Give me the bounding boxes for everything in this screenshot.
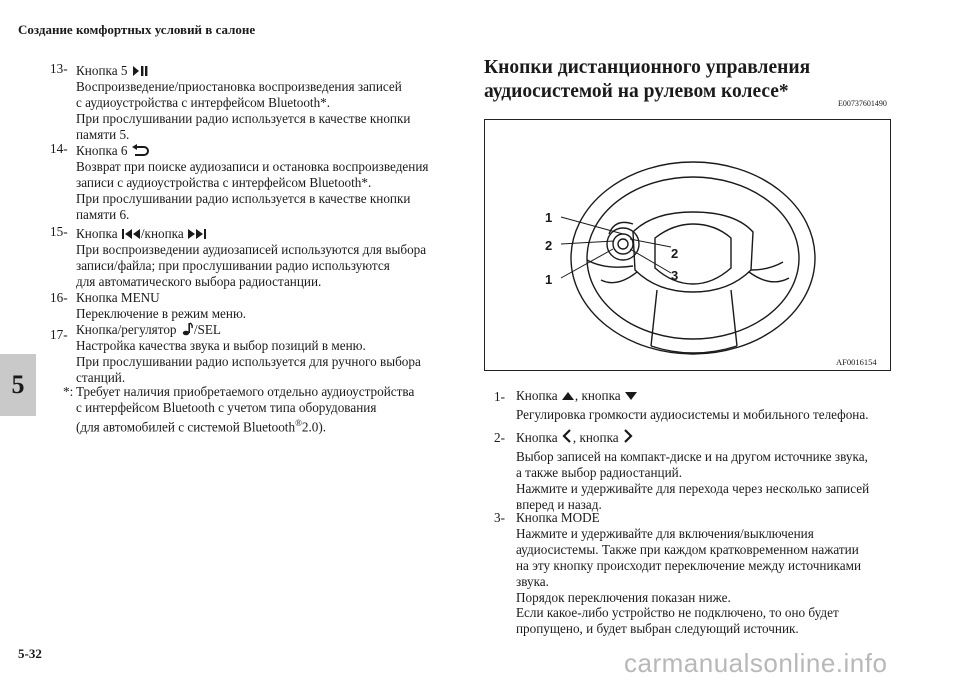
- item-line: с аудиоустройства с интерфейсом Bluetooth*.: [76, 94, 331, 110]
- running-header: Создание комфортных условий в салоне: [18, 22, 256, 37]
- item-line: Выбор записей на компакт-диске и на другом источнике звука,: [516, 448, 868, 464]
- item-label: Кнопка: [516, 388, 558, 403]
- registered-mark: ®: [295, 417, 302, 428]
- item-label: Кнопка MODE: [516, 510, 600, 525]
- left-column: [50, 0, 470, 679]
- item-line: для автоматического выбора радиостанции.: [76, 273, 322, 289]
- item-line: памяти 5.: [76, 126, 130, 142]
- page-number: 5-32: [18, 646, 42, 661]
- item-line: При прослушивании радио используется для ручного выбора: [76, 353, 421, 369]
- item-line: Нажмите и удерживайте для включения/выключения: [516, 525, 814, 541]
- item-label: Кнопка/регулятор: [76, 322, 177, 337]
- item-label: Кнопка 6: [76, 143, 128, 158]
- right-column: [494, 0, 914, 679]
- next-track-icon: [187, 228, 207, 240]
- callout-label: 1: [545, 210, 553, 225]
- footnote-line: (для автомобилей с системой Bluetooth: [76, 419, 296, 435]
- item-line: Регулировка громкости аудиосистемы и мобильного телефона.: [516, 406, 869, 422]
- item-line: Нажмите и удерживайте для перехода через несколько записей: [516, 480, 870, 496]
- callout-label: 3: [671, 268, 679, 283]
- footnote-line: Требует наличия приобретаемого отдельно аудиоустройства: [76, 384, 415, 399]
- item-line: Если какое-либо устройство не подключено, то оно будет: [516, 605, 839, 621]
- item-number: 1-: [494, 389, 505, 404]
- footnote-line: с интерфейсом Bluetooth с учетом типа оборудования: [76, 399, 377, 415]
- chapter-tab: 5: [0, 354, 36, 416]
- up-triangle-icon: [561, 390, 575, 402]
- play-pause-icon: [131, 65, 149, 77]
- item-line: пропущено, и будет выбран следующий источник.: [516, 621, 799, 637]
- item-label: Кнопка MENU: [76, 290, 160, 305]
- item-line: звука.: [516, 573, 549, 589]
- item-line: При прослушивании радио используется в качестве кнопки: [76, 110, 411, 126]
- watermark: carmanualsonline.info: [624, 648, 888, 678]
- item-line: записи/файла; при прослушивании радио используются: [76, 257, 390, 273]
- item-number: 14-: [50, 141, 68, 156]
- item-line: При воспроизведении аудиозаписей используются для выбора: [76, 241, 427, 257]
- footnote-line: 2.0).: [301, 419, 327, 435]
- item-line: Воспроизведение/приостановка воспроизведения записей: [76, 78, 402, 94]
- item-number: 17-: [50, 327, 68, 342]
- item-number: 15-: [50, 224, 68, 239]
- item-label: Кнопка: [76, 226, 118, 241]
- item-label-suffix: /SEL: [193, 322, 221, 337]
- item-line: При прослушивании радио используется в качестве кнопки: [76, 190, 411, 206]
- item-line: аудиосистемы. Также при каждом кратковременном нажатии: [516, 541, 859, 557]
- reference-code: E00737601490: [838, 99, 887, 108]
- item-label-separator: , кнопка: [572, 430, 619, 445]
- item-number: 3-: [494, 510, 505, 525]
- figure-code: AF0016154: [836, 357, 877, 367]
- callout-label: 2: [671, 246, 679, 261]
- item-number: 16-: [50, 290, 68, 305]
- item-line: записи с аудиоустройства с интерфейсом Bluetooth*.: [76, 174, 372, 190]
- section-title: Кнопки дистанционного управления аудиосистемой на рулевом колесе*: [484, 57, 811, 102]
- return-icon: [131, 144, 149, 157]
- item-line: Возврат при поиске аудиозаписи и остановка воспроизведения: [76, 158, 429, 174]
- callout-label: 1: [545, 272, 553, 287]
- item-label-separator: , кнопка: [574, 388, 621, 403]
- right-chevron-icon: [622, 428, 634, 444]
- down-triangle-icon: [624, 390, 638, 402]
- item-line: памяти 6.: [76, 206, 130, 222]
- item-line: вперед и назад.: [516, 496, 602, 512]
- item-line: на эту кнопку происходит переключение между источниками: [516, 557, 862, 573]
- callout-label: 2: [545, 238, 553, 253]
- music-note-icon: [180, 322, 194, 336]
- item-label-separator: /кнопка: [140, 226, 184, 241]
- item-line: станций.: [76, 369, 126, 385]
- previous-track-icon: [121, 228, 141, 240]
- item-number: 13-: [50, 61, 68, 76]
- item-label: Кнопка: [516, 430, 558, 445]
- left-chevron-icon: [561, 428, 573, 444]
- item-label: Кнопка 5: [76, 63, 128, 78]
- item-line: Настройка качества звука и выбор позиций в меню.: [76, 337, 366, 353]
- item-line: Переключение в режим меню.: [76, 305, 247, 321]
- item-line: Порядок переключения показан ниже.: [516, 589, 731, 605]
- item-line: а также выбор радиостанций.: [516, 464, 682, 480]
- footnote-mark: *:: [63, 384, 74, 399]
- item-number: 2-: [494, 430, 505, 445]
